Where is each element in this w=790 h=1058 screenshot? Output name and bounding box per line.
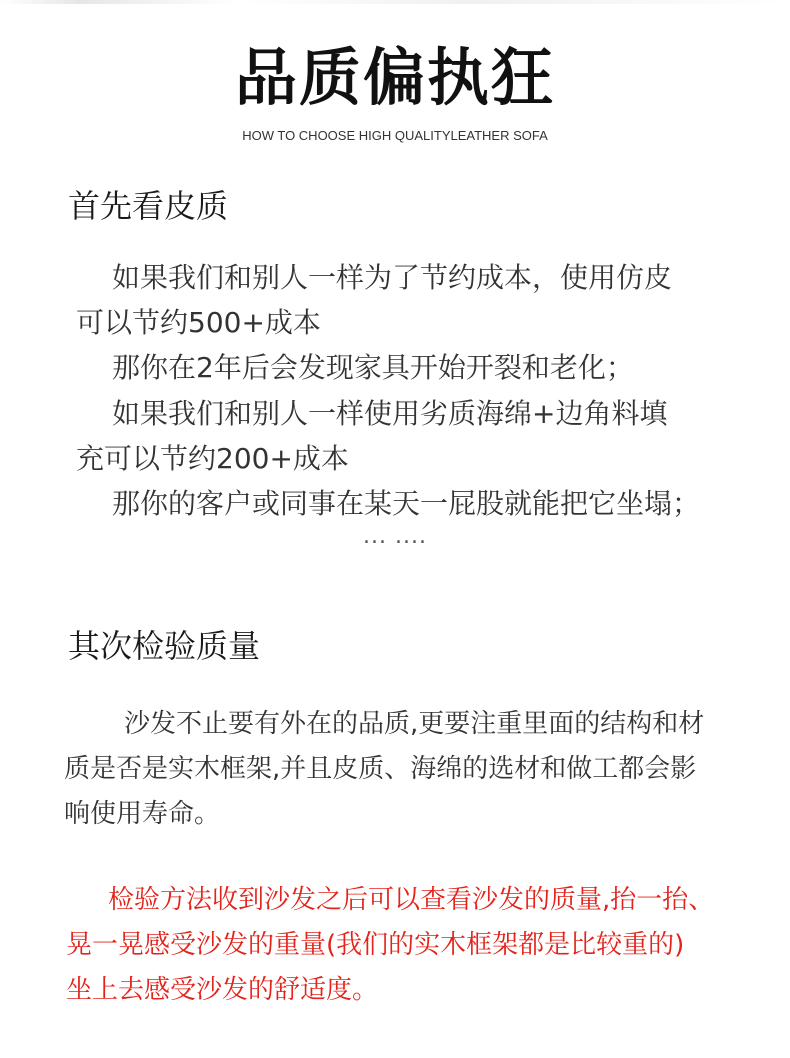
section1-line-5: 充可以节约200+成本 [76, 442, 349, 475]
inspection-method-line-3: 坐上去感受沙发的舒适度。 [66, 975, 379, 1005]
section-heading-leather: 首先看皮质 [68, 187, 229, 225]
section-heading-quality: 其次检验质量 [68, 627, 261, 665]
section1-line-3: 那你在2年后会发现家具开始开裂和老化； [112, 351, 634, 384]
ellipsis-text: ... .... [363, 524, 427, 549]
page-title: 品质偏执狂 [234, 41, 555, 114]
section1-line-6: 那你的客户或同事在某天一屁股就能把它坐塌； [112, 487, 701, 520]
section2-paragraph-line-1: 沙发不止要有外在的品质,更要注重里面的结构和材 [124, 709, 705, 739]
inspection-method-line-2: 晃一晃感受沙发的重量(我们的实木框架都是比较重的) [66, 930, 685, 960]
section2-paragraph-line-3: 响使用寿命。 [64, 799, 221, 829]
page-subtitle: HOW TO CHOOSE HIGH QUALITYLEATHER SOFA [242, 128, 548, 143]
section1-line-2: 可以节约500+成本 [76, 306, 321, 339]
section1-line-1: 如果我们和别人一样为了节约成本，使用仿皮 [112, 261, 673, 294]
section2-paragraph-line-2: 质是否是实木框架,并且皮质、海绵的选材和做工都会影 [64, 754, 697, 784]
top-edge-strip [0, 0, 790, 4]
inspection-method-line-1: 检验方法收到沙发之后可以查看沙发的质量,抬一抬、 [108, 885, 715, 915]
section1-line-4: 如果我们和别人一样使用劣质海绵+边角料填 [112, 397, 668, 430]
